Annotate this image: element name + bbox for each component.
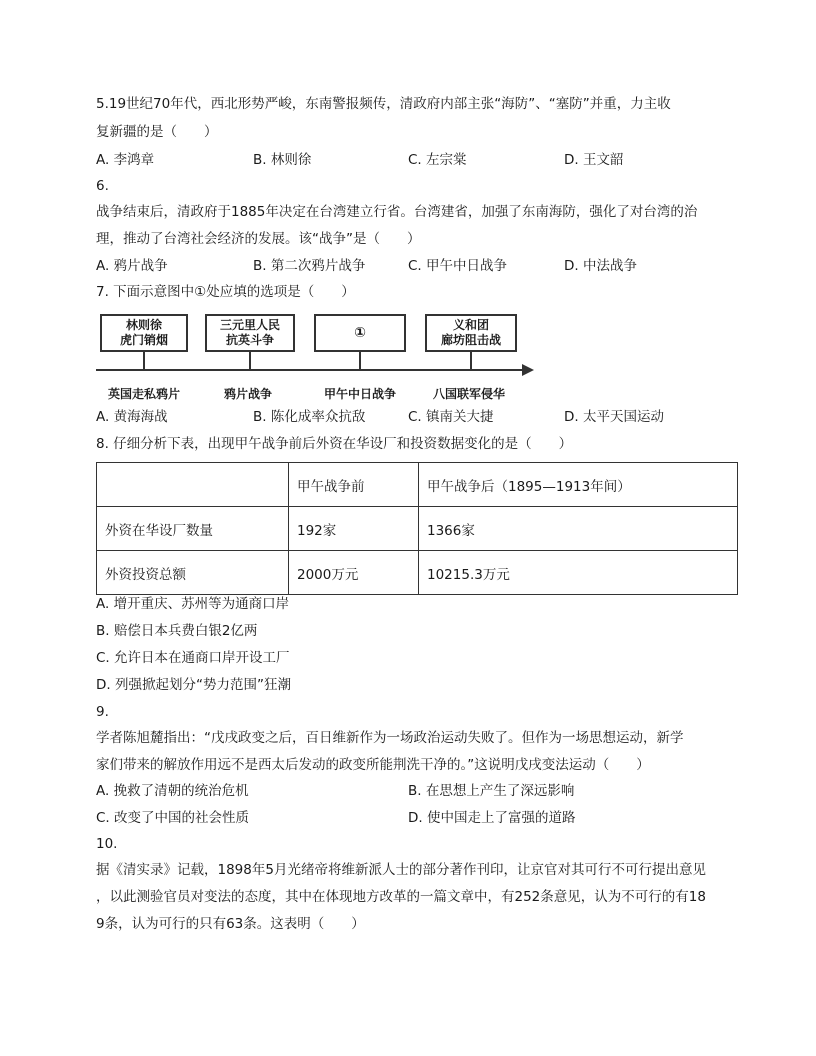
q9-option-d: D. 使中国走上了富强的道路 xyxy=(408,810,576,826)
event-box-blank-marker: ① xyxy=(354,324,366,341)
q6-number: 6. xyxy=(96,178,109,194)
q7-option-d: D. 太平天国运动 xyxy=(564,409,664,425)
q9-options-row2 xyxy=(96,808,736,828)
event-box-1-line1: 林则徐 xyxy=(125,318,162,332)
timeline-label-2: 鸦片战争 xyxy=(224,387,273,401)
q10-number: 10. xyxy=(96,836,118,852)
q8-option-a: A. 增开重庆、苏州等为通商口岸 xyxy=(96,596,290,612)
q6-stem-line2: 理，推动了台湾社会经济的发展。该“战争”是（ ） xyxy=(96,231,421,247)
q8-option-c: C. 允许日本在通商口岸开设工厂 xyxy=(96,650,290,666)
timeline-label-3: 甲午中日战争 xyxy=(324,387,397,401)
q6-option-d: D. 中法战争 xyxy=(564,258,637,274)
timeline-arrow-icon xyxy=(522,364,534,376)
q6-option-b: B. 第二次鸦片战争 xyxy=(253,258,366,274)
table-header-cell: 甲午战争后（1895—1913年间） xyxy=(419,463,738,507)
table-cell: 外资投资总额 xyxy=(97,551,289,595)
timeline-label-1: 英国走私鸦片 xyxy=(108,387,181,401)
q5-option-b: B. 林则徐 xyxy=(253,152,312,168)
q8-option-b: B. 赔偿日本兵费白银2亿两 xyxy=(96,623,258,639)
event-box-1 xyxy=(100,314,188,352)
q7-option-a: A. 黄海海战 xyxy=(96,409,168,425)
table-cell: 192家 xyxy=(289,507,419,551)
table-header-cell: 甲午战争前 xyxy=(289,463,419,507)
q9-option-c: C. 改变了中国的社会性质 xyxy=(96,810,250,826)
table-header-cell xyxy=(97,463,289,507)
q10-stem-line2: ，以此测验官员对变法的态度，其中在体现地方改革的一篇文章中，有252条意见，认为不可行的有18 xyxy=(96,889,706,905)
tick-1 xyxy=(143,352,145,369)
tick-4 xyxy=(470,352,472,369)
q9-stem-line2: 家们带来的解放作用远不是西太后发动的政变所能荆洗干净的。”这说明戊戌变法运动（ ） xyxy=(96,757,650,773)
q5-option-d: D. 王文韶 xyxy=(564,152,624,168)
tick-3 xyxy=(359,352,361,369)
q5-option-c: C. 左宗棠 xyxy=(408,152,467,168)
table-cell: 外资在华设厂数量 xyxy=(97,507,289,551)
timeline-label-4: 八国联军侵华 xyxy=(433,387,506,401)
q8-stem: 8. 仔细分析下表，出现甲午战争前后外资在华设厂和投资数据变化的是（ ） xyxy=(96,436,573,452)
timeline-diagram xyxy=(96,310,542,402)
event-box-2-line1: 三元里人民 xyxy=(219,318,280,332)
timeline-axis xyxy=(96,369,524,371)
q6-option-a: A. 鸦片战争 xyxy=(96,258,168,274)
q6-stem-line1: 战争结束后，清政府于1885年决定在台湾建立行省。台湾建省，加强了东南海防，强化了对台湾的治 xyxy=(96,204,698,220)
q9-option-a: A. 挽救了清朝的统治危机 xyxy=(96,783,249,799)
q9-stem-line1: 学者陈旭麓指出：“戊戌政变之后，百日维新作为一场政治运动失败了。但作为一场思想运动，新学 xyxy=(96,730,684,746)
q5-stem-line2: 复新疆的是（ ） xyxy=(96,124,218,140)
q5-option-a: A. 李鸿章 xyxy=(96,152,155,168)
q10-stem-line1: 据《清实录》记载，1898年5月光绪帝将维新派人士的部分著作刊印，让京官对其可行不可行提出意见 xyxy=(96,862,706,878)
q8-option-d: D. 列强掀起划分“势力范围”狂潮 xyxy=(96,677,291,693)
table-row xyxy=(97,551,738,595)
q7-stem: 7. 下面示意图中①处应填的选项是（ ） xyxy=(96,284,355,300)
event-box-2 xyxy=(205,314,295,352)
event-box-4-line1: 义和团 xyxy=(452,318,489,332)
q5-options xyxy=(96,150,736,170)
event-box-2-line2: 抗英斗争 xyxy=(225,333,274,347)
q6-option-c: C. 甲午中日战争 xyxy=(408,258,508,274)
tick-2 xyxy=(249,352,251,369)
table-cell: 2000万元 xyxy=(289,551,419,595)
investment-table xyxy=(96,462,738,595)
q7-option-c: C. 镇南关大捷 xyxy=(408,409,494,425)
event-box-4-line2: 廊坊阻击战 xyxy=(440,333,501,347)
q5-stem-line1: 5.19世纪70年代，西北形势严峻，东南警报频传，清政府内部主张“海防”、“塞防”并重，力主收 xyxy=(96,96,671,112)
q7-options xyxy=(96,407,736,427)
table-header-row xyxy=(97,463,738,507)
q9-number: 9. xyxy=(96,704,109,720)
q9-options-row1 xyxy=(96,781,736,801)
event-box-4 xyxy=(425,314,517,352)
q9-option-b: B. 在思想上产生了深远影响 xyxy=(408,783,575,799)
event-box-blank xyxy=(314,314,406,352)
table-cell: 1366家 xyxy=(419,507,738,551)
table-cell: 10215.3万元 xyxy=(419,551,738,595)
table-row xyxy=(97,507,738,551)
event-box-1-line2: 虎门销烟 xyxy=(119,333,168,347)
q10-stem-line3: 9条，认为可行的只有63条。这表明（ ） xyxy=(96,916,365,932)
q7-option-b: B. 陈化成率众抗敌 xyxy=(253,409,366,425)
q6-options xyxy=(96,256,736,276)
